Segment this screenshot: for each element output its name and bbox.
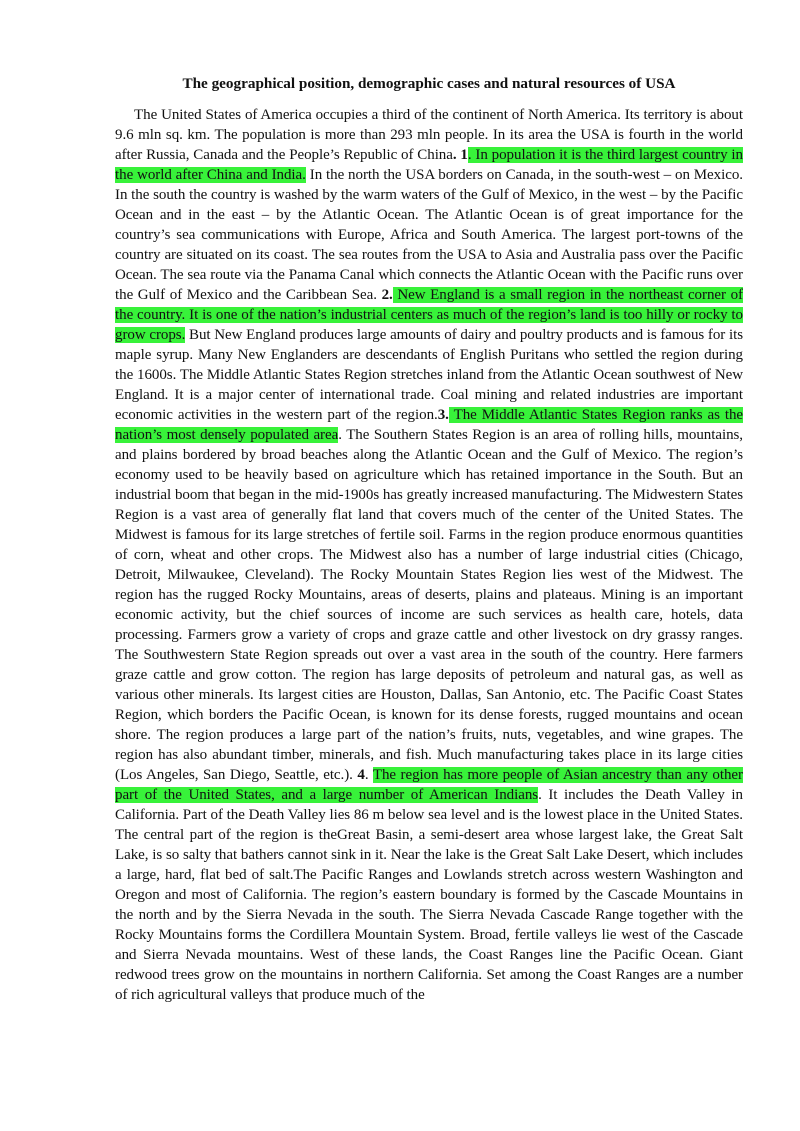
marker-1: . 1 bbox=[452, 147, 468, 163]
highlight-3: The Middle Atlantic States Region ranks as the nation’s most densely populated area bbox=[115, 407, 743, 443]
text-segment: The United States of America occupies a third of the continent of North America. Its territory is about 9.6 mln sq. km. The population is more than 293 mln people. In its area the USA is fourth in the world after Russia, Canada and the People’s Republic of China bbox=[115, 107, 743, 163]
marker-3: 3. bbox=[437, 407, 449, 423]
highlight-4: The region has more people of Asian ancestry than any other part of the United States, and a large number of American Indians bbox=[115, 767, 743, 803]
document-page bbox=[115, 74, 743, 1005]
marker-2: 2. bbox=[381, 287, 393, 303]
highlight-2: New England is a small region in the northeast corner of the country. It is one of the nation’s industrial centers as much of the region’s land is too hilly or rocky to grow crops. bbox=[115, 287, 743, 343]
marker-4: 4 bbox=[357, 767, 365, 783]
text-segment: . It includes the Death Valley in California. Part of the Death Valley lies 86 m below sea level and is the lowest place in the United States. The central part of the region is theGreat Basin, a semi-desert area whose largest lake, the Great Salt Lake, is so salty that bathers cannot sink in it. Near the lake is the Great Salt Lake Desert, which includes a large, hard, flat bed of salt.The Pacific Ranges and Lowlands stretch across western Washington and Oregon and most of California. The region’s eastern boundary is formed by the Cascade Mountains in the north and by the Sierra Nevada in the south. The Sierra Nevada Cascade Range together with the Rocky Mountains forms the Cordillera Mountain System. Broad, fertile valleys lie west of the Cascade and Sierra Nevada mountains. West of these lands, the Coast Ranges line the Pacific Ocean. Giant redwood trees grow on the mountains in northern California. Set among the Coast Ranges are a number of rich agricultural valleys that produce much of the bbox=[115, 787, 743, 1003]
text-segment: . The Southern States Region is an area of rolling hills, mountains, and plains bordered by broad beaches along the Atlantic Ocean and the Gulf of Mexico. The region’s economy used to be heavily based on agriculture which has retained importance in the South. But an industrial boom that began in the mid-1900s has greatly increased manufacturing. The Midwestern States Region is a vast area of generally flat land that covers much of the center of the United States. The Midwest is famous for its large stretches of fertile soil. Farms in the region produce enormous quantities of corn, wheat and other crops. The Midwest also has a number of large industrial cities (Chicago, Detroit, Milwaukee, Cleveland). The Rocky Mountain States Region lies west of the Midwest. The region has the rugged Rocky Mountains, areas of deserts, plains and plateaus. Mining is an important economic activity, but the chief sources of income are such services as health care, hotels, data processing. Farmers grow a variety of crops and graze cattle and other livestock on dry grassy ranges. The Southwestern State Region spreads out over a vast area in the south of the country. Here farmers graze cattle and grow cotton. The region has large deposits of petroleum and natural gas, as well as various other minerals. Its largest cities are Houston, Dallas, San Antonio, etc. The Pacific Coast States Region, which borders the Pacific Ocean, is known for its dense forests, rugged mountains and ocean shore. The region produces a large part of the nation’s fruits, nuts, vegetables, and wine grapes. The region has also abundant timber, minerals, and fish. Much manufacturing takes place in its large cities (Los Angeles, San Diego, Seattle, etc.). bbox=[115, 427, 744, 783]
text-segment: But New England produces large amounts of dairy and poultry products and is famous for its maple syrup. Many New Englanders are descendants of English Puritans who settled the region during the 1600s. The Middle Atlantic States Region stretches inland from the Atlantic Ocean southwest of New England. It is a major center of international trade. Coal mining and related industries are important economic activities in the western part of the region. bbox=[115, 327, 743, 423]
text-segment: In the north the USA borders on Canada, in the south-west – on Mexico. In the south the country is washed by the warm waters of the Gulf of Mexico, in the west – by the Pacific Ocean and in the east – by the Atlantic Ocean. The Atlantic Ocean is of great importance for the country’s sea communications with Europe, Africa and South America. The largest port-towns of the country are situated on its coast. The sea routes from the USA to Asia and Australia pass over the Pacific Ocean. The sea route via the Panama Canal which connects the Atlantic Ocean with the Pacific runs over the Gulf of Mexico and the Caribbean Sea. bbox=[115, 167, 743, 303]
text-segment: . bbox=[364, 767, 373, 783]
document-title: The geographical position, demographic cases and natural resources of USA bbox=[182, 75, 676, 92]
body-paragraph bbox=[115, 105, 743, 1005]
highlight-1: . In population it is the third largest country in the world after China and India. bbox=[115, 147, 743, 183]
